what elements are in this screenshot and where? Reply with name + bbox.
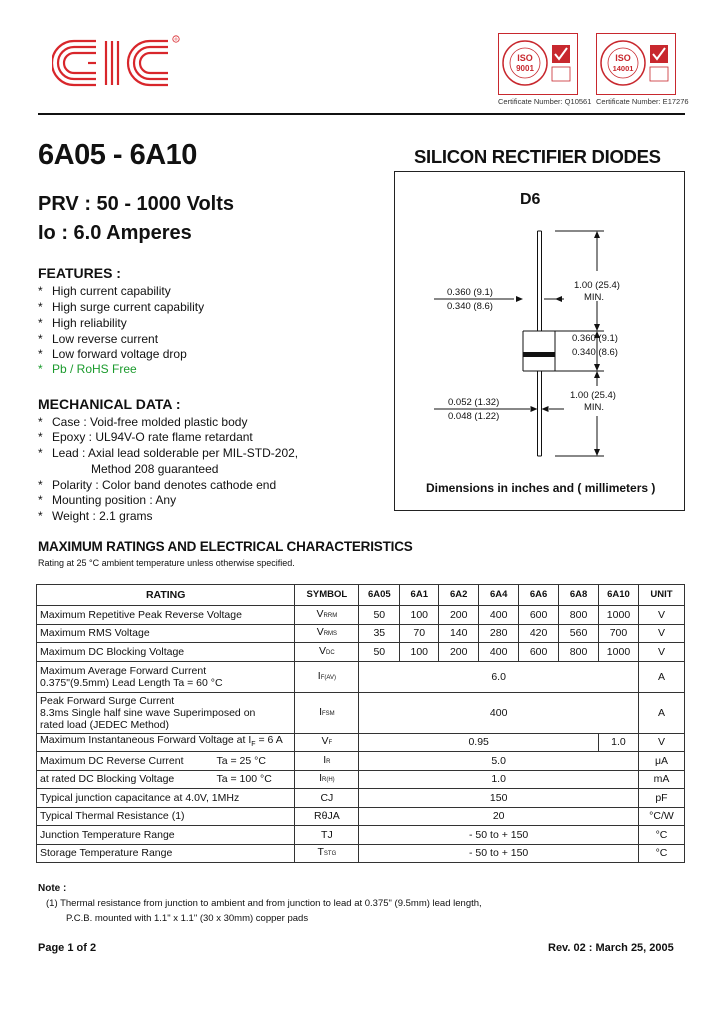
dim-lead-dia-max: 0.052 (1.32)	[448, 397, 500, 408]
mechanical-heading: MECHANICAL DATA :	[38, 396, 181, 412]
table-row: Junction Temperature Range TJ - 50 to + 150 °C	[37, 826, 685, 845]
table-row: at rated DC Blocking Voltage Ta = 100 °C IR(H) 1.0 mA	[37, 770, 685, 789]
note-line-2: P.C.B. mounted with 1.1" x 1.1" (30 x 30mm) copper pads	[66, 913, 309, 924]
dim-lead-length-bot: 1.00 (25.4)	[570, 390, 616, 401]
ratings-note: Rating at 25 °C ambient temperature unless otherwise specified.	[38, 558, 295, 568]
col-unit: UNIT	[638, 585, 684, 606]
mechanical-item: * Weight : 2.1 grams	[38, 509, 153, 523]
table-row: Typical junction capacitance at 4.0V, 1MHz CJ 150 pF	[37, 789, 685, 808]
table-row: Maximum RMS Voltage VRMS 35 70 140 280 420 560 700 V	[37, 624, 685, 643]
svg-text:9001: 9001	[516, 64, 534, 73]
table-row: Peak Forward Surge Current 8.3ms Single half sine wave Superimposed on rated load (JEDEC Method) IFSM 400 A	[37, 692, 685, 733]
diode-drawing	[394, 171, 685, 511]
mechanical-item: * Mounting position : Any	[38, 493, 177, 507]
mechanical-item: * Case : Void-free molded plastic body	[38, 415, 248, 429]
eic-logo	[52, 33, 184, 95]
ratings-heading: MAXIMUM RATINGS AND ELECTRICAL CHARACTERISTICS	[38, 539, 413, 554]
dim-body-min: 0.340 (8.6)	[572, 347, 618, 358]
feature-item: * Low forward voltage drop	[38, 347, 187, 361]
dim-min-bot: MIN.	[584, 402, 605, 413]
col-6a2: 6A2	[439, 585, 479, 606]
mechanical-item-cont: Method 208 guaranteed	[91, 462, 219, 476]
table-row: Maximum Instantaneous Forward Voltage at $I_F = 6$ A VF 0.95 1.0 V	[37, 733, 685, 752]
feature-item-rohs: * Pb / RoHS Free	[38, 362, 137, 376]
table-row: Maximum DC Reverse Current Ta = 25 °C IR 5.0 μA	[37, 752, 685, 771]
dim-lead-length-top: 1.00 (25.4)	[574, 280, 620, 291]
table-row: Maximum Average Forward Current 0.375"(9.5mm) Lead Length Ta = 60 °C IF(AV) 6.0 A	[37, 661, 685, 692]
dim-lead-dia-min: 0.048 (1.22)	[448, 411, 500, 422]
col-6a6: 6A6	[519, 585, 559, 606]
cert2-caption: Certificate Number: E17276	[596, 97, 689, 106]
col-6a1: 6A1	[400, 585, 439, 606]
package-name: D6	[520, 191, 541, 208]
col-6a10: 6A10	[599, 585, 639, 606]
iso9001-cert	[498, 33, 578, 95]
col-rating: RATING	[37, 585, 295, 606]
feature-item: * High current capability	[38, 284, 171, 298]
feature-item: * Low reverse current	[38, 332, 159, 346]
svg-text:ISO: ISO	[517, 53, 533, 63]
header-rule	[38, 113, 685, 115]
svg-text:ISO: ISO	[615, 53, 631, 63]
table-row: Typical Thermal Resistance (1) RθJA 20 °C/W	[37, 807, 685, 826]
feature-item: * High surge current capability	[38, 300, 205, 314]
table-header-row	[37, 585, 685, 606]
table-row: Storage Temperature Range TSTG - 50 to + 150 °C	[37, 844, 685, 863]
table-row: Maximum Repetitive Peak Reverse Voltage VRRM 50 100 200 400 600 800 1000 V	[37, 606, 685, 625]
dim-min-top: MIN.	[584, 292, 605, 303]
iso14001-cert	[596, 33, 676, 95]
col-6a05: 6A05	[359, 585, 400, 606]
col-6a8: 6A8	[559, 585, 599, 606]
features-heading: FEATURES :	[38, 265, 121, 281]
page-number: Page 1 of 2	[38, 942, 97, 954]
revision-date: Rev. 02 : March 25, 2005	[548, 942, 674, 954]
note-line-1: (1) Thermal resistance from junction to ambient and from junction to lead at 0.375" (9.5mm) lead length,	[46, 898, 482, 909]
ratings-table	[36, 584, 685, 863]
svg-text:14001: 14001	[612, 64, 634, 73]
dim-dia-max: 0.360 (9.1)	[447, 287, 493, 298]
registered-mark: ®	[174, 37, 178, 42]
dimensions-note: Dimensions in inches and ( millimeters )	[426, 481, 656, 495]
prv-rating: PRV : 50 - 1000 Volts	[38, 193, 235, 215]
table-row: Maximum DC Blocking Voltage VDC 50 100 200 400 600 800 1000 V	[37, 643, 685, 662]
part-number-title: 6A05 - 6A10	[38, 139, 197, 171]
mechanical-item: * Epoxy : UL94V-O rate flame retardant	[38, 430, 253, 444]
col-symbol: SYMBOL	[295, 585, 359, 606]
mechanical-item: * Lead : Axial lead solderable per MIL-STD-202,	[38, 446, 299, 460]
col-6a4: 6A4	[479, 585, 519, 606]
device-type-title: SILICON RECTIFIER DIODES	[414, 146, 661, 167]
io-rating: Io : 6.0 Amperes	[38, 222, 192, 244]
dim-body-max: 0.360 (9.1)	[572, 333, 618, 344]
mechanical-item: * Polarity : Color band denotes cathode end	[38, 478, 277, 492]
dim-dia-min: 0.340 (8.6)	[447, 301, 493, 312]
cert1-caption: Certificate Number: Q10561	[498, 97, 592, 106]
feature-item: * High reliability	[38, 316, 127, 330]
notes-heading: Note :	[38, 883, 67, 894]
